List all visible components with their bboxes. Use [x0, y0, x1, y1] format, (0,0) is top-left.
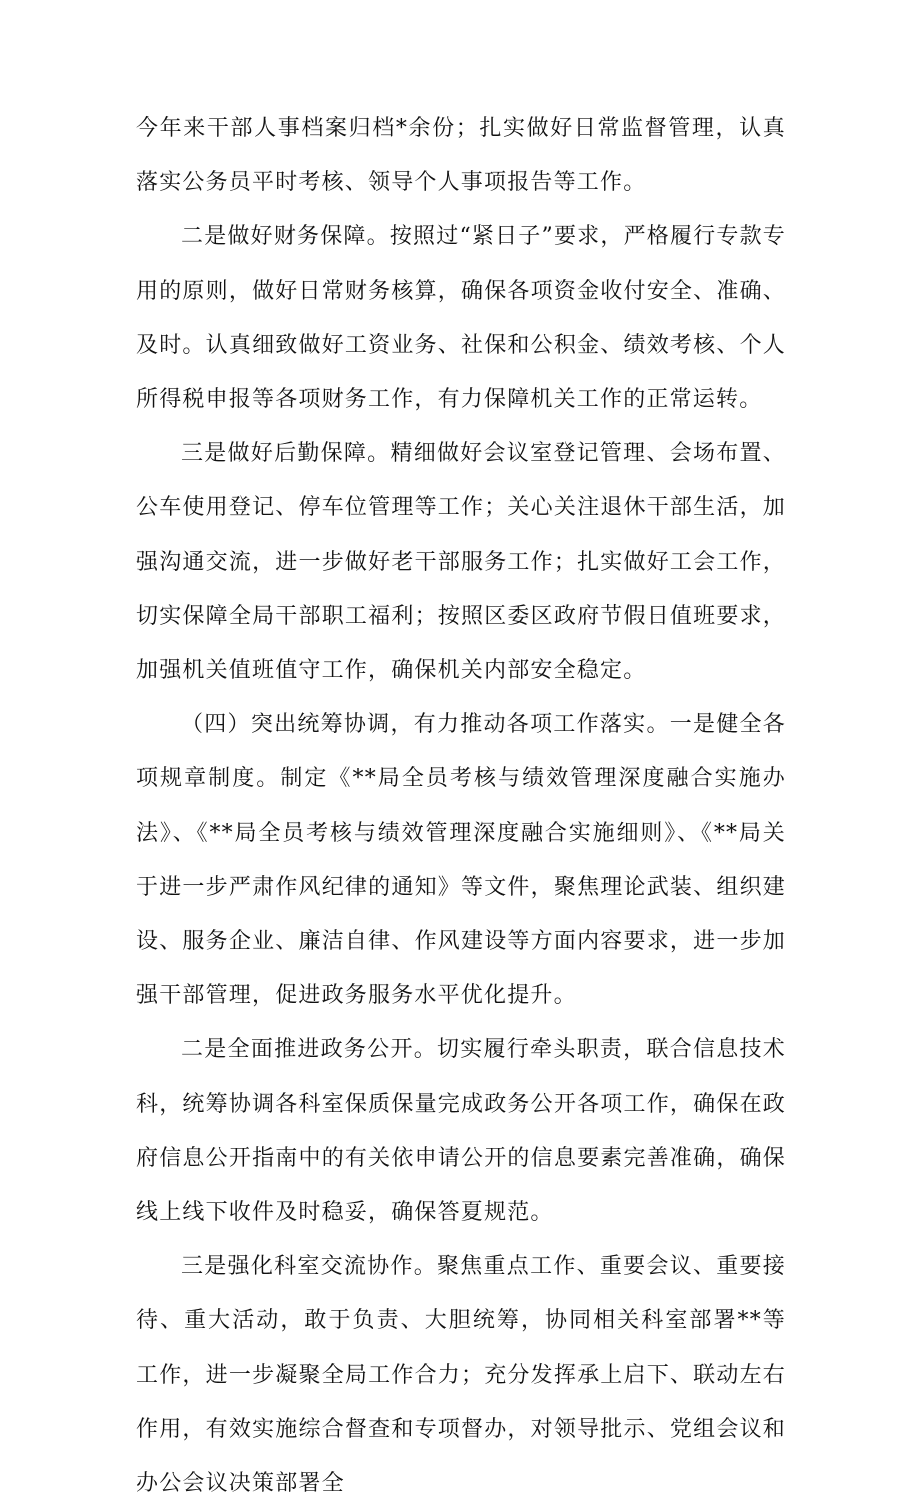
paragraph-government-transparency: 二是全面推进政务公开。切实履行牵头职责，联合信息技术科，统筹协调各科室保质保量完成政务公开各项工作，确保在政府信息公开指南中的有关依申请公开的信息要素完善准确，确保线上线下收件及时稳妥，确保答夏规范。 [136, 1037, 786, 1226]
paragraph-financial-support: 二是做好财务保障。按照过“紧日子”要求，严格履行专款专用的原则，做好日常财务核算，确保各项资金收付安全、准确、及时。认真细致做好工资业务、社保和公积金、绩效考核、个人所得税申报等各项财务工作，有力保障机关工作的正常运转。 [136, 224, 786, 413]
paragraph-logistics-support: 三是做好后勤保障。精细做好会议室登记管理、会场布置、公车使用登记、停车位管理等工作；关心关注退休干部生活，加强沟通交流，进一步做好老干部服务工作；扎实做好工会工作，切实保障全局干部职工福利；按照区委区政府节假日值班要求，加强机关值班值守工作，确保机关内部安全稳定。 [136, 441, 786, 684]
paragraph-coordination-regulations: （四）突出统筹协调，有力推动各项工作落实。一是健全各项规章制度。制定《**局全员考核与绩效管理深度融合实施办法》、《**局全员考核与绩效管理深度融合实施细则》、《**局关于进一步严肃作风纪律的通知》等文件，聚焦理论武装、组织建设、服务企业、廉洁自律、作风建设等方面内容要求，进一步加强干部管理，促进政务服务水平优化提升。 [136, 712, 786, 1009]
document-page [136, 102, 786, 1511]
paragraph-department-collaboration: 三是强化科室交流协作。聚焦重点工作、重要会议、重要接待、重大活动，敢于负责、大胆统筹，协同相关科室部署**等工作，进一步凝聚全局工作合力；充分发挥承上启下、联动左右作用，有效实施综合督查和专项督办，对领导批示、党组会议和办公会议决策部署全 [136, 1254, 786, 1497]
paragraph-personnel-archives: 今年来干部人事档案归档*余份；扎实做好日常监督管理，认真落实公务员平时考核、领导个人事项报告等工作。 [136, 116, 786, 196]
